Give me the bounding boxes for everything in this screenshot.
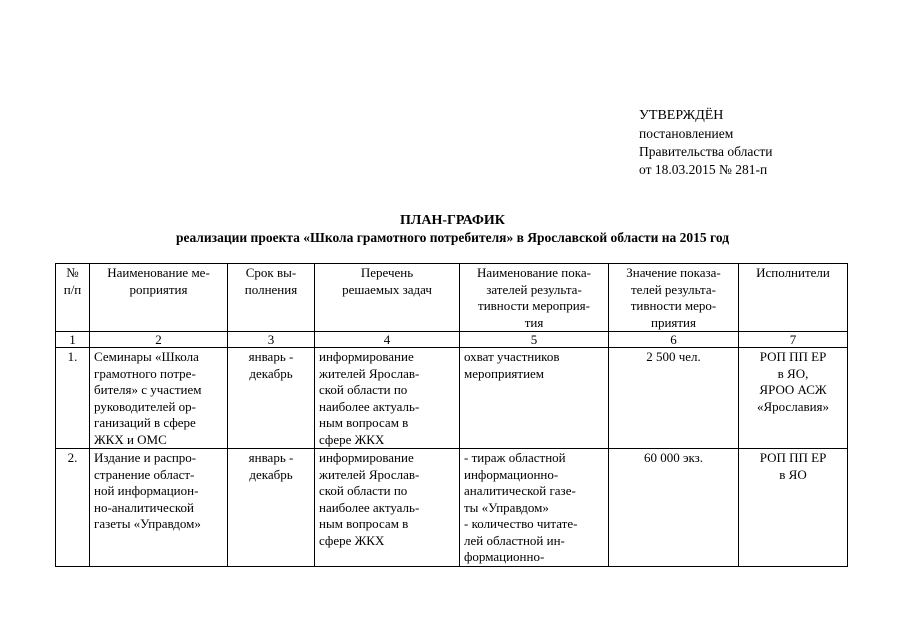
cell-line: сфере ЖКХ — [319, 431, 385, 447]
cell-line: Срок вы- — [245, 265, 297, 280]
cell-line: полнения — [244, 281, 298, 297]
cell-line: ты «Управдом» — [464, 499, 549, 515]
approval-title: УТВЕРЖДЁН — [639, 108, 724, 123]
row-executors — [739, 449, 848, 567]
cell-line: 60 000 экз. — [643, 450, 704, 465]
cell-line: зателей результа- — [486, 281, 582, 297]
cell-line: тивности мероприя- — [478, 298, 590, 313]
header-num — [56, 264, 90, 332]
cell-line: ным вопросам в — [319, 516, 409, 531]
cell-line: январь - — [248, 450, 294, 465]
cell-line: бителя» с участием — [94, 382, 202, 397]
table-row — [56, 348, 848, 449]
cell-line: телей результа- — [631, 281, 716, 297]
page-cutoff — [0, 580, 905, 640]
cell-line: «Ярославия» — [756, 398, 830, 414]
header-indicators — [460, 264, 609, 332]
cell-line: ганизаций в сфере — [94, 415, 196, 430]
cell-line: Наименование пока- — [477, 265, 591, 280]
cell-line: ной информацион- — [94, 483, 199, 498]
column-number: 6 — [609, 332, 739, 348]
cell-line: наиболее актуаль- — [319, 398, 420, 414]
row-name — [90, 449, 228, 567]
cell-line: Наименование ме- — [107, 265, 210, 280]
cell-line: формационно- — [464, 549, 545, 564]
cell-line: декабрь — [249, 466, 293, 482]
header-period — [228, 264, 315, 332]
cell-line: ской области по — [319, 483, 408, 498]
cell-line: 2 500 чел. — [646, 349, 701, 364]
cell-line: ным вопросам в — [319, 415, 409, 430]
header-name — [90, 264, 228, 332]
row-indicators — [460, 449, 609, 567]
approval-line: постановлением — [639, 126, 734, 141]
cell-line: жителей Ярослав- — [319, 365, 420, 381]
header-tasks — [315, 264, 460, 332]
row-period — [228, 449, 315, 567]
cell-line: грамотного потре- — [94, 365, 196, 381]
cell-line: январь - — [248, 349, 294, 364]
cell-line: руководителей ор- — [94, 398, 196, 414]
cell-line: жителей Ярослав- — [319, 466, 420, 482]
cell-line: информационно- — [464, 466, 559, 482]
plan-table — [55, 263, 848, 567]
column-number: 2 — [90, 332, 228, 348]
cell-line: РОП ПП ЕР — [759, 450, 827, 465]
cell-line: Исполнители — [756, 265, 830, 280]
cell-line: наиболее актуаль- — [319, 499, 420, 515]
row-number: 2. — [56, 449, 90, 567]
row-period — [228, 348, 315, 449]
document-title: ПЛАН-ГРАФИК — [400, 213, 505, 228]
column-number: 3 — [228, 332, 315, 348]
cell-line: газеты «Управдом» — [94, 516, 201, 531]
cell-line: в ЯО — [779, 466, 807, 482]
cell-line: № — [66, 265, 79, 280]
row-number: 1. — [56, 348, 90, 449]
column-number-row — [56, 332, 848, 348]
cell-line: - тираж областной — [464, 450, 566, 465]
cell-line: сфере ЖКХ — [319, 532, 385, 548]
row-values — [609, 449, 739, 567]
cell-line: информирование — [319, 450, 414, 465]
approval-line: от 18.03.2015 № 281-п — [639, 162, 768, 177]
cell-line: мероприятием — [464, 365, 545, 381]
row-executors — [739, 348, 848, 449]
cell-line: Значение показа- — [626, 265, 721, 280]
row-tasks — [315, 348, 460, 449]
header-executors — [739, 264, 848, 332]
row-values — [609, 348, 739, 449]
cell-line: декабрь — [249, 365, 293, 381]
cell-line: тивности меро- — [630, 298, 717, 313]
cell-line: Перечень — [360, 265, 414, 280]
document-subtitle: реализации проекта «Школа грамотного потребителя» в Ярославской области на 2015 год — [175, 230, 730, 245]
cell-line: но-аналитической — [94, 499, 194, 515]
cell-line: ской области по — [319, 382, 408, 397]
cell-line: решаемых задач — [342, 281, 432, 297]
cell-line: аналитической газе- — [464, 483, 576, 498]
cell-line: тия — [524, 314, 544, 330]
table-header-row — [56, 264, 848, 332]
cell-line: информирование — [319, 349, 414, 364]
column-number: 4 — [315, 332, 460, 348]
cell-line: п/п — [63, 281, 82, 297]
cell-line: приятия — [650, 314, 696, 330]
table-row — [56, 449, 848, 567]
cell-line: Семинары «Школа — [94, 349, 199, 364]
cell-line: Издание и распро- — [94, 450, 197, 465]
approval-stamp — [639, 107, 772, 179]
row-tasks — [315, 449, 460, 567]
cell-line: охват участников — [464, 349, 560, 364]
cell-line: роприятия — [129, 281, 188, 297]
cell-line: - количество читате- — [464, 516, 578, 531]
row-name — [90, 348, 228, 449]
cell-line: ЯРОО АСЖ — [759, 382, 827, 397]
header-values — [609, 264, 739, 332]
row-indicators — [460, 348, 609, 449]
cell-line: РОП ПП ЕР — [759, 349, 827, 364]
cell-line: в ЯО, — [777, 365, 809, 381]
column-number: 1 — [56, 332, 90, 348]
cell-line: лей областной ин- — [464, 532, 565, 548]
cell-line: ЖКХ и ОМС — [94, 431, 167, 447]
column-number: 5 — [460, 332, 609, 348]
column-number: 7 — [739, 332, 848, 348]
approval-line: Правительства области — [639, 144, 773, 159]
cell-line: странение област- — [94, 466, 195, 482]
